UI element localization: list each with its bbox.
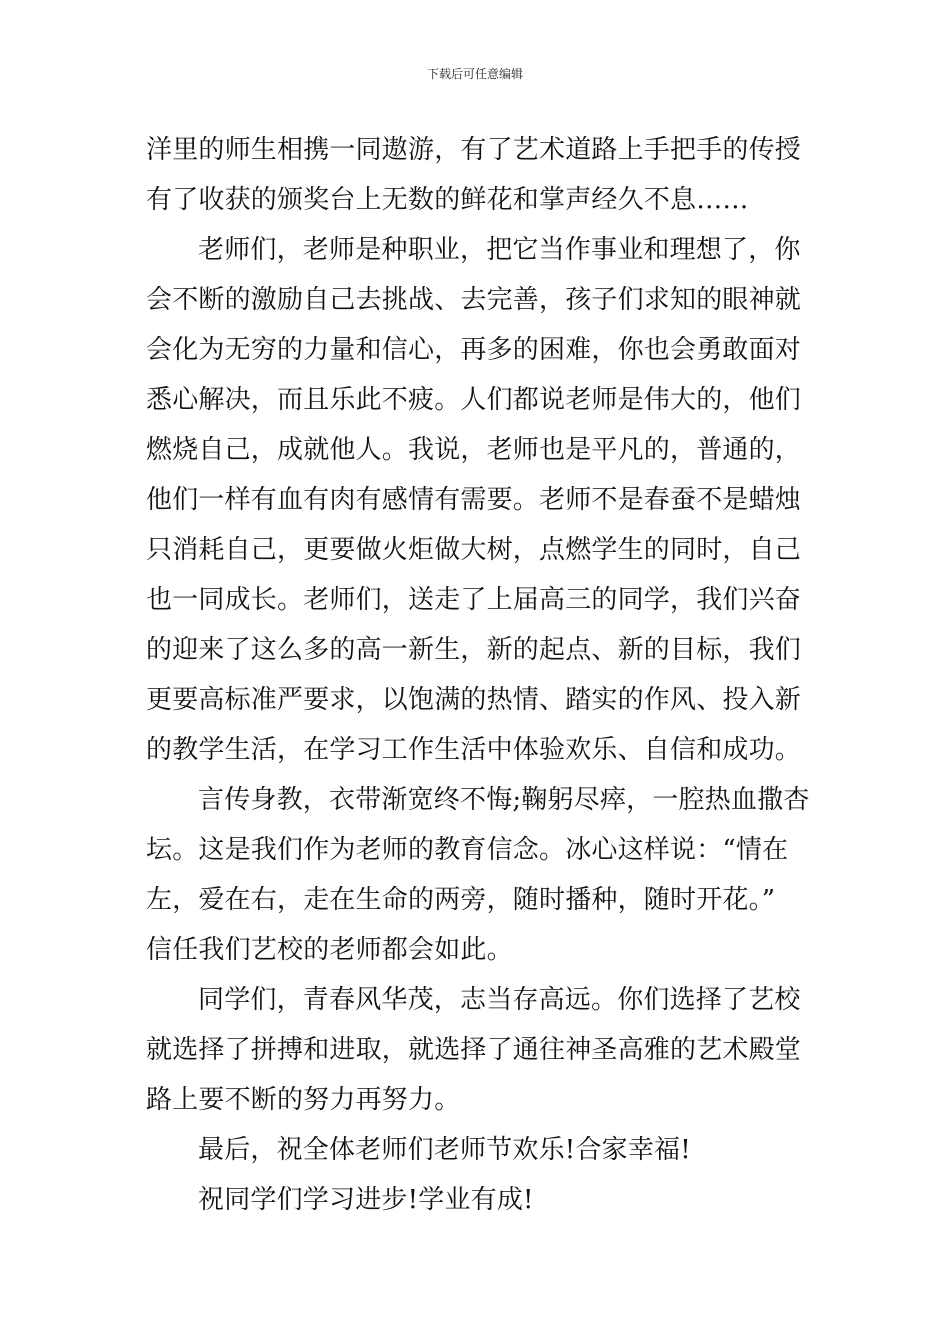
text-line: 的迎来了这么多的高一新生，新的起点、新的目标，我们: [146, 635, 802, 665]
text-line: 的教学生活，在学习工作生活中体验欢乐、自信和成功。: [146, 735, 802, 765]
text-line: 燃烧自己，成就他人。我说，老师也是平凡的，普通的，: [146, 435, 802, 465]
text-line: 悉心解决，而且乐此不疲。人们都说老师是伟大的，他们: [146, 385, 802, 415]
text-line: 他们一样有血有肉有感情有需要。老师不是春蚕不是蜡烛: [146, 485, 802, 515]
text-line: 会不断的激励自己去挑战、去完善，孩子们求知的眼神就: [146, 285, 802, 315]
text-line: 信任我们艺校的老师都会如此。: [146, 935, 513, 965]
text-line: 有了收获的颁奖台上无数的鲜花和掌声经久不息……: [146, 185, 749, 215]
text-line: 就选择了拼搏和进取，就选择了通往神圣高雅的艺术殿堂: [146, 1035, 802, 1065]
text-line: 洋里的师生相携一同遨游，有了艺术道路上手把手的传授: [146, 135, 802, 165]
text-line: 左，爱在右，走在生命的两旁，随时播种，随时开花。”: [146, 885, 776, 915]
text-line: 也一同成长。老师们，送走了上届高三的同学，我们兴奋: [146, 585, 802, 615]
text-line: 会化为无穷的力量和信心，再多的困难，你也会勇敢面对: [146, 335, 802, 365]
paragraph-first-line: 言传身教，衣带渐宽终不悔;鞠躬尽瘁，一腔热血撒杏: [198, 785, 810, 815]
text-line: 只消耗自己，更要做火炬做大树，点燃学生的同时，自己: [146, 535, 802, 565]
text-line: 更要高标准严要求，以饱满的热情、踏实的作风、投入新: [146, 685, 802, 715]
text-line: 路上要不断的努力再努力。: [146, 1085, 461, 1115]
text-line: 坛。这是我们作为老师的教育信念。冰心这样说：“情在: [146, 835, 789, 865]
paragraph-first-line: 同学们，青春风华茂，志当存高远。你们选择了艺校: [198, 985, 801, 1015]
paragraph-first-line: 最后，祝全体老师们老师节欢乐!合家幸福!: [198, 1135, 691, 1165]
paragraph-first-line: 老师们，老师是种职业，把它当作事业和理想了，你: [198, 235, 801, 265]
paragraph-first-line: 祝同学们学习进步!学业有成!: [198, 1185, 534, 1215]
page-header: 下载后可任意编辑: [426, 67, 523, 81]
